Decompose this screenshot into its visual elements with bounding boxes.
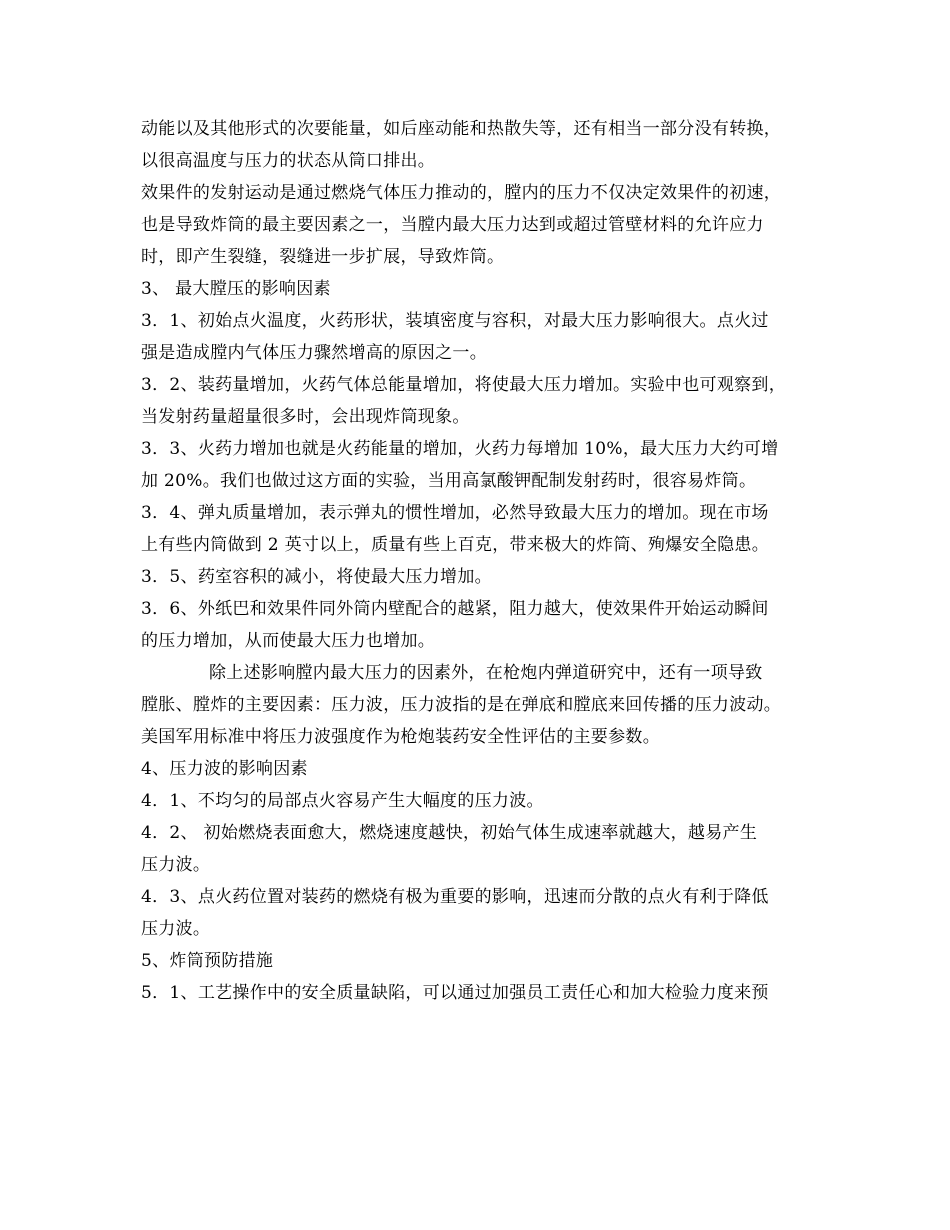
section-heading-5: 5、炸筒预防措施 bbox=[141, 951, 274, 971]
text-line: 美国军用标准中将压力波强度作为枪炮装药安全性评估的主要参数。 bbox=[141, 727, 660, 747]
text-line: 3．6、外纸巴和效果件同外筒内壁配合的越紧，阻力越大，使效果件开始运动瞬间 bbox=[141, 599, 769, 619]
text-line: 5．1、工艺操作中的安全质量缺陷，可以通过加强员工责任心和加大检验力度来预 bbox=[141, 983, 769, 1003]
text-line: 的压力增加，从而使最大压力也增加。 bbox=[141, 631, 436, 651]
text-line: 4．3、点火药位置对装药的燃烧有极为重要的影响，迅速而分散的点火有利于降低 bbox=[141, 887, 769, 907]
text-line: 加 20%。我们也做过这方面的实验，当用高氯酸钾配制发射药时，很容易炸筒。 bbox=[141, 471, 757, 491]
text-line: 4．2、 初始燃烧表面愈大，燃烧速度越快，初始气体生成速率就越大，越易产生 bbox=[141, 823, 758, 843]
text-line: 3．2、装药量增加，火药气体总能量增加，将使最大压力增加。实验中也可观察到， bbox=[141, 375, 787, 395]
text-line: 4．1、不均匀的局部点火容易产生大幅度的压力波。 bbox=[141, 791, 544, 811]
text-line: 压力波。 bbox=[141, 919, 211, 939]
section-heading-4: 4、压力波的影响因素 bbox=[141, 759, 308, 779]
text-line: 以很高温度与压力的状态从筒口排出。 bbox=[141, 151, 436, 171]
text-line: 上有些内筒做到 2 英寸以上，质量有些上百克，带来极大的炸筒、殉爆安全隐患。 bbox=[141, 535, 770, 555]
text-line: 强是造成膛内气体压力骤然增高的原因之一。 bbox=[141, 343, 487, 363]
text-line: 3．5、药室容积的减小，将使最大压力增加。 bbox=[141, 567, 492, 587]
document-body bbox=[141, 113, 831, 1009]
text-line: 3．4、弹丸质量增加，表示弹丸的惯性增加，必然导致最大压力的增加。现在市场 bbox=[141, 503, 769, 523]
text-line: 时，即产生裂缝，裂缝进一步扩展，导致炸筒。 bbox=[141, 247, 505, 267]
text-line: 3．1、初始点火温度，火药形状，装填密度与容积，对最大压力影响很大。点火过 bbox=[141, 311, 769, 331]
text-line: 膛胀、膛炸的主要因素：压力波，压力波指的是在弹底和膛底来回传播的压力波动。 bbox=[141, 695, 782, 715]
text-line: 也是导致炸筒的最主要因素之一，当膛内最大压力达到或超过管壁材料的允许应力 bbox=[141, 215, 764, 235]
text-line: 当发射药量超量很多时，会出现炸筒现象。 bbox=[141, 407, 470, 427]
text-line: 压力波。 bbox=[141, 855, 211, 875]
text-line: 效果件的发射运动是通过燃烧气体压力推动的，膛内的压力不仅决定效果件的初速， bbox=[141, 183, 782, 203]
text-line: 3．3、火药力增加也就是火药能量的增加，火药力每增加 10%，最大压力大约可增 bbox=[141, 439, 779, 459]
indented-paragraph-line: 除上述影响膛内最大压力的因素外，在枪炮内弹道研究中，还有一项导致 bbox=[209, 663, 763, 683]
section-heading-3: 3、 最大膛压的影响因素 bbox=[141, 279, 331, 299]
text-line: 动能以及其他形式的次要能量，如后座动能和热散失等，还有相当一部分没有转换， bbox=[141, 119, 782, 139]
